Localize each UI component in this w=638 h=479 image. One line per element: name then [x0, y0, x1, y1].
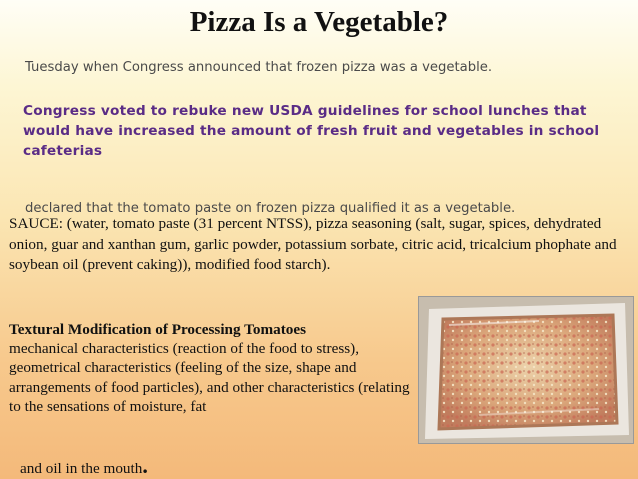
- bullet-tomato-paste: declared that the tomato paste on frozen pizza qualified it as a vegetable.: [25, 201, 516, 216]
- texture-last-line-period: .: [142, 453, 148, 478]
- texture-body: mechanical characteristics (reaction of the food to stress), geometrical characteristics (feeling of the size, shape and arrangements of food particles), and other characteristics (relating to the sensations of moisture, fat: [9, 340, 410, 415]
- texture-last-line: [20, 453, 148, 479]
- texture-heading: Textural Modification of Processing Tomatoes: [9, 321, 306, 338]
- bullet-usda-guidelines: Congress voted to rebuke new USDA guidelines for school lunches that would have increased the amount of fresh fruit and vegetables in school cafeterias: [23, 103, 600, 159]
- sauce-ingredients-text: SAUCE: (water, tomato paste (31 percent NTSS), pizza seasoning (salt, sugar, spices, dehydrated onion, guar and xanthan gum, garlic powder, potassium sorbate, citric acid, tricalcium phophate and soybean oil (prevent caking)), modified food starch).: [9, 215, 617, 273]
- slide-title: Pizza Is a Vegetable?: [189, 6, 449, 38]
- bullet-congress-announcement: Tuesday when Congress announced that frozen pizza was a vegetable.: [25, 60, 493, 75]
- texture-last-line-text: and oil in the mouth: [20, 460, 143, 477]
- texture-section: [9, 320, 419, 416]
- frozen-pizza-photo: [418, 296, 634, 444]
